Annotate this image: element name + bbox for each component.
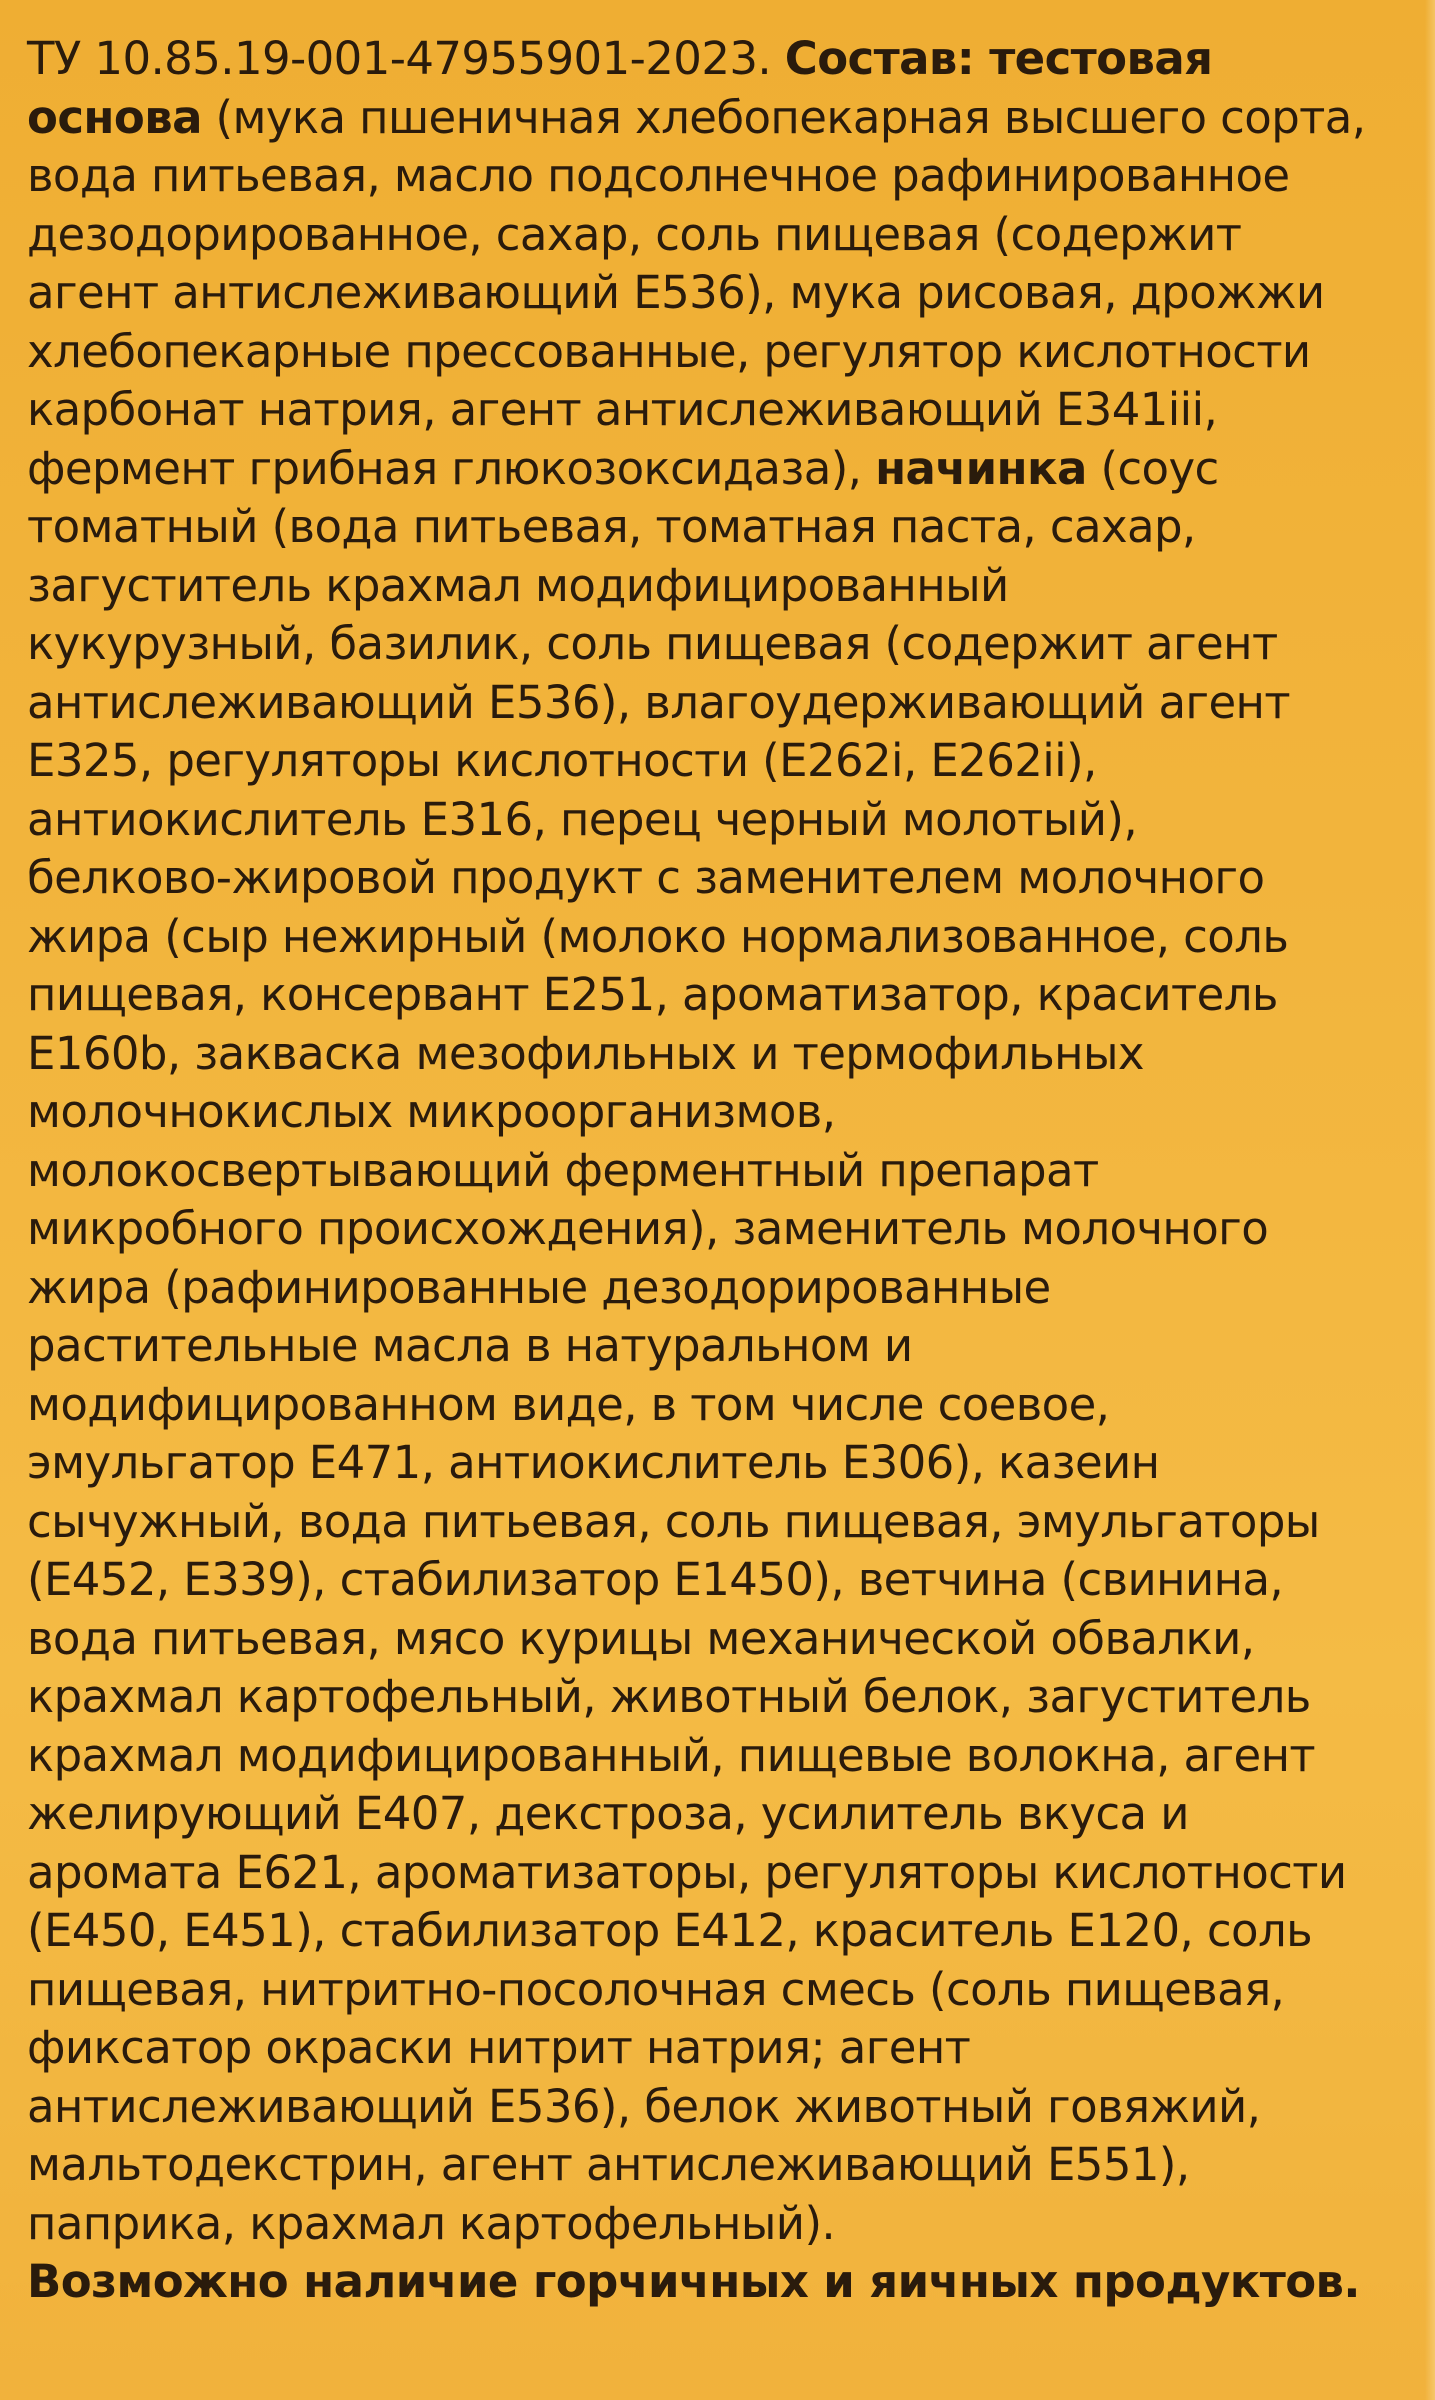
text-segment: загуститель крахмал модифицированный bbox=[27, 558, 1009, 612]
text-segment: антислеживающий Е536), влагоудерживающий агент bbox=[27, 675, 1290, 729]
text-segment: паприка, крахмал картофельный). bbox=[27, 2196, 836, 2250]
text-segment: дезодорированное, сахар, соль пищевая (содержит bbox=[27, 207, 1242, 261]
label-line bbox=[27, 1727, 1401, 1786]
label-line bbox=[27, 908, 1401, 967]
label-line bbox=[27, 498, 1401, 557]
label-line bbox=[27, 615, 1401, 674]
text-segment: агент антислеживающий Е536), мука рисовая, дрожжи bbox=[27, 266, 1325, 319]
text-segment: эмульгатор Е471, антиокислитель Е306), казеин bbox=[27, 1436, 1160, 1489]
label-line bbox=[27, 147, 1401, 206]
label-line bbox=[27, 323, 1401, 382]
label-line bbox=[27, 381, 1401, 440]
text-segment: пищевая, консервант Е251, ароматизатор, краситель bbox=[27, 968, 1278, 1021]
label-line bbox=[27, 440, 1401, 499]
text-segment: Е325, регуляторы кислотности (Е262i, Е262ii), bbox=[27, 734, 1097, 787]
label-line bbox=[27, 1200, 1401, 1259]
text-segment: фермент грибная глюкозоксидаза), bbox=[27, 441, 876, 495]
bold-text-segment: основа bbox=[27, 90, 202, 144]
label-line bbox=[27, 30, 1401, 89]
text-segment: жира (сыр нежирный (молоко нормализованное, соль bbox=[27, 909, 1289, 963]
label-line bbox=[27, 89, 1401, 148]
text-segment: сычужный, вода питьевая, соль пищевая, эмульгаторы bbox=[27, 1494, 1320, 1548]
label-line bbox=[27, 2253, 1401, 2312]
label-line bbox=[27, 732, 1401, 791]
text-segment: крахмал модифицированный, пищевые волокна, агент bbox=[27, 1728, 1316, 1782]
text-segment: модифицированном виде, в том числе соевое, bbox=[27, 1377, 1110, 1431]
label-line bbox=[27, 1142, 1401, 1201]
text-segment: хлебопекарные прессованные, регулятор кислотности bbox=[27, 324, 1311, 378]
text-segment: жира (рафинированные дезодорированные bbox=[27, 1260, 1051, 1314]
package-edge-highlight bbox=[1425, 0, 1435, 2400]
label-line bbox=[27, 1785, 1401, 1844]
label-line bbox=[27, 966, 1401, 1025]
text-segment: крахмал картофельный, животный белок, загуститель bbox=[27, 1670, 1311, 1723]
text-segment: (соус bbox=[1086, 441, 1219, 495]
label-line bbox=[27, 2136, 1401, 2195]
text-segment: пищевая, нитритно-посолочная смесь (соль пищевая, bbox=[27, 1962, 1285, 2016]
text-segment: молочнокислых микроорганизмов, bbox=[27, 1085, 836, 1138]
text-segment: желирующий Е407, декстроза, усилитель вкуса и bbox=[27, 1787, 1189, 1840]
label-line bbox=[27, 1434, 1401, 1493]
label-line bbox=[27, 1610, 1401, 1669]
label-line bbox=[27, 1493, 1401, 1552]
label-line bbox=[27, 264, 1401, 323]
text-segment: вода питьевая, масло подсолнечное рафинированное bbox=[27, 149, 1290, 202]
label-line bbox=[27, 206, 1401, 265]
text-segment: ТУ 10.85.19-001-47955901-2023. bbox=[27, 32, 785, 85]
text-segment: микробного происхождения), заменитель молочного bbox=[27, 1202, 1269, 1255]
label-line bbox=[27, 1668, 1401, 1727]
label-line bbox=[27, 2078, 1401, 2137]
label-line bbox=[27, 2195, 1401, 2254]
bold-text-segment: начинка bbox=[875, 441, 1087, 495]
text-segment: (мука пшеничная хлебопекарная высшего сорта, bbox=[201, 90, 1366, 144]
text-segment: антиокислитель Е316, перец черный молотый), bbox=[27, 792, 1138, 846]
text-segment: белково-жировой продукт с заменителем молочного bbox=[27, 851, 1265, 904]
label-line bbox=[27, 1551, 1401, 1610]
text-segment: кукурузный, базилик, соль пищевая (содержит агент bbox=[27, 617, 1278, 670]
text-segment: антислеживающий Е536), белок животный говяжий, bbox=[27, 2079, 1261, 2133]
text-segment: растительные масла в натуральном и bbox=[27, 1319, 913, 1372]
label-line bbox=[27, 557, 1401, 616]
text-segment: мальтодекстрин, агент антислеживающий Е551), bbox=[27, 2138, 1190, 2191]
text-segment: молокосвертывающий ферментный препарат bbox=[27, 1143, 1099, 1197]
text-segment: карбонат натрия, агент антислеживающий Е341iii, bbox=[27, 383, 1218, 436]
label-line bbox=[27, 791, 1401, 850]
label-line bbox=[27, 674, 1401, 733]
text-segment: (Е450, Е451), стабилизатор Е412, краситель Е120, соль bbox=[27, 1904, 1313, 1957]
label-line bbox=[27, 849, 1401, 908]
label-line bbox=[27, 1025, 1401, 1084]
text-segment: томатный (вода питьевая, томатная паста, сахар, bbox=[27, 500, 1196, 553]
label-line bbox=[27, 1844, 1401, 1903]
label-line bbox=[27, 1259, 1401, 1318]
label-line bbox=[27, 1376, 1401, 1435]
label-line bbox=[27, 2019, 1401, 2078]
bold-text-segment: Состав: тестовая bbox=[784, 32, 1213, 85]
text-segment: аромата Е621, ароматизаторы, регуляторы кислотности bbox=[27, 1845, 1347, 1899]
text-segment: Е160b, закваска мезофильных и термофильных bbox=[27, 1026, 1144, 1080]
bold-text-segment: Возможно наличие горчичных и яичных продуктов. bbox=[27, 2255, 1360, 2308]
label-line bbox=[27, 1083, 1401, 1142]
label-line bbox=[27, 1317, 1401, 1376]
label-line bbox=[27, 1961, 1401, 2020]
text-segment: вода питьевая, мясо курицы механической обвалки, bbox=[27, 1611, 1255, 1665]
text-segment: (Е452, Е339), стабилизатор Е1450), ветчина (свинина, bbox=[27, 1553, 1284, 1606]
text-segment: фиксатор окраски нитрит натрия; агент bbox=[27, 2021, 971, 2074]
label-line bbox=[27, 1902, 1401, 1961]
